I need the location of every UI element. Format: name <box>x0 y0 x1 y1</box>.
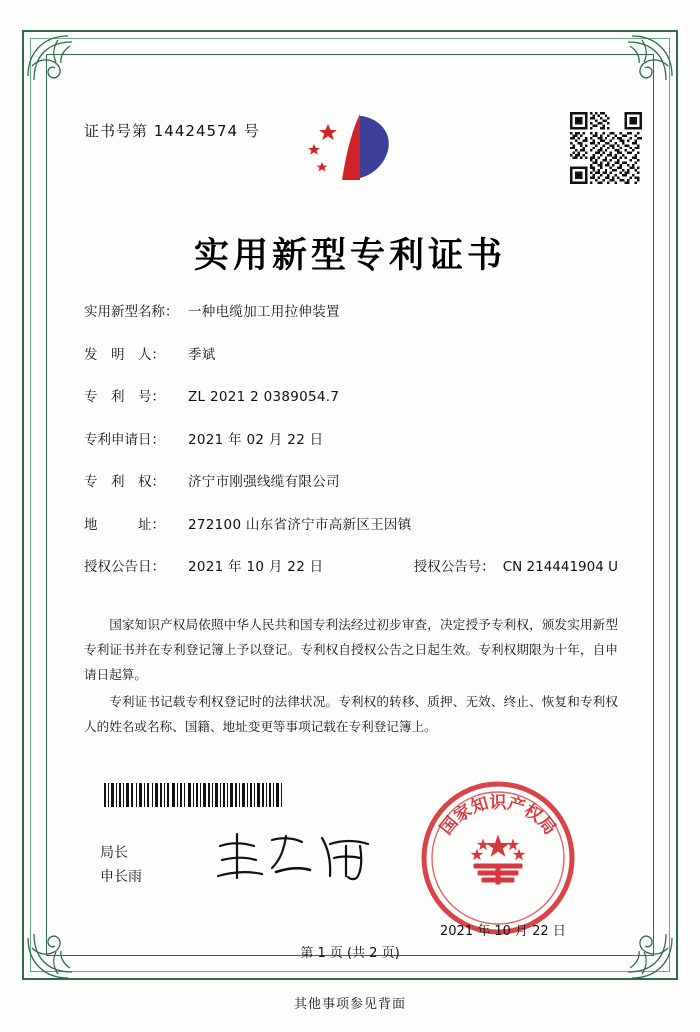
barcode-icon <box>104 783 282 807</box>
field-row <box>84 428 618 448</box>
field-value: ZL 2021 2 0389054.7 <box>188 389 340 405</box>
field-row <box>84 470 618 490</box>
qr-code-icon <box>570 112 642 184</box>
field-list <box>84 300 618 595</box>
field-label: 地 址： <box>84 516 165 533</box>
grant-number-value: CN 214441904 U <box>502 559 618 575</box>
director-label <box>100 841 142 889</box>
paragraph: 专利证书记载专利权登记时的法律状况。专利权的转移、质押、无效、终止、恢复和专利权人的姓名或名称、国籍、地址变更等事项记载在专利登记簿上。 <box>84 694 618 734</box>
handwritten-signature <box>210 826 380 886</box>
cnipa-logo-icon <box>302 110 398 196</box>
field-value: 272100 山东省济宁市高新区王因镇 <box>188 516 412 533</box>
field-label: 实用新型名称： <box>84 304 179 320</box>
director-name: 申长雨 <box>100 869 142 885</box>
field-value: 2021 年 02 月 22 日 <box>188 431 324 448</box>
director-title: 局长 <box>100 845 128 861</box>
field-value: 季斌 <box>188 346 216 363</box>
grant-row <box>84 555 618 575</box>
field-label: 专利申请日： <box>84 431 165 448</box>
footer-note: 其他事项参见背面 <box>293 997 406 1012</box>
field-row <box>84 343 618 363</box>
field-row <box>84 513 618 533</box>
official-seal <box>418 778 578 938</box>
field-row <box>84 385 618 405</box>
field-row <box>84 300 618 320</box>
page-title: 实用新型专利证书 <box>193 236 506 276</box>
grant-date-value: 2021 年 10 月 22 日 <box>188 559 324 575</box>
certificate-number: 证书号第 14424574 号 <box>84 122 260 140</box>
field-label: 专 利 权： <box>84 474 165 490</box>
body-text <box>84 612 618 739</box>
field-label: 发 明 人： <box>84 346 165 363</box>
field-label: 专 利 号： <box>84 389 165 405</box>
grant-number-label: 授权公告号： <box>413 559 495 575</box>
page-indicator: 第 1 页 (共 2 页) <box>300 946 400 961</box>
seal-date: 2021 年 10 月 22 日 <box>440 924 566 939</box>
paragraph: 国家知识产权局依照中华人民共和国专利法经过初步审查，决定授予专利权，颁发实用新型专利证书并在专利登记簿上予以登记。专利权自授权公告之日起生效。专利权期限为十年，自申请日起算。 <box>84 617 618 682</box>
field-value: 一种电缆加工用拉伸装置 <box>188 304 340 320</box>
field-value: 济宁市刚强线缆有限公司 <box>188 474 340 490</box>
grant-date-label: 授权公告日： <box>84 559 165 575</box>
svg-text:国家知识产权局: 国家知识产权局 <box>436 793 560 839</box>
